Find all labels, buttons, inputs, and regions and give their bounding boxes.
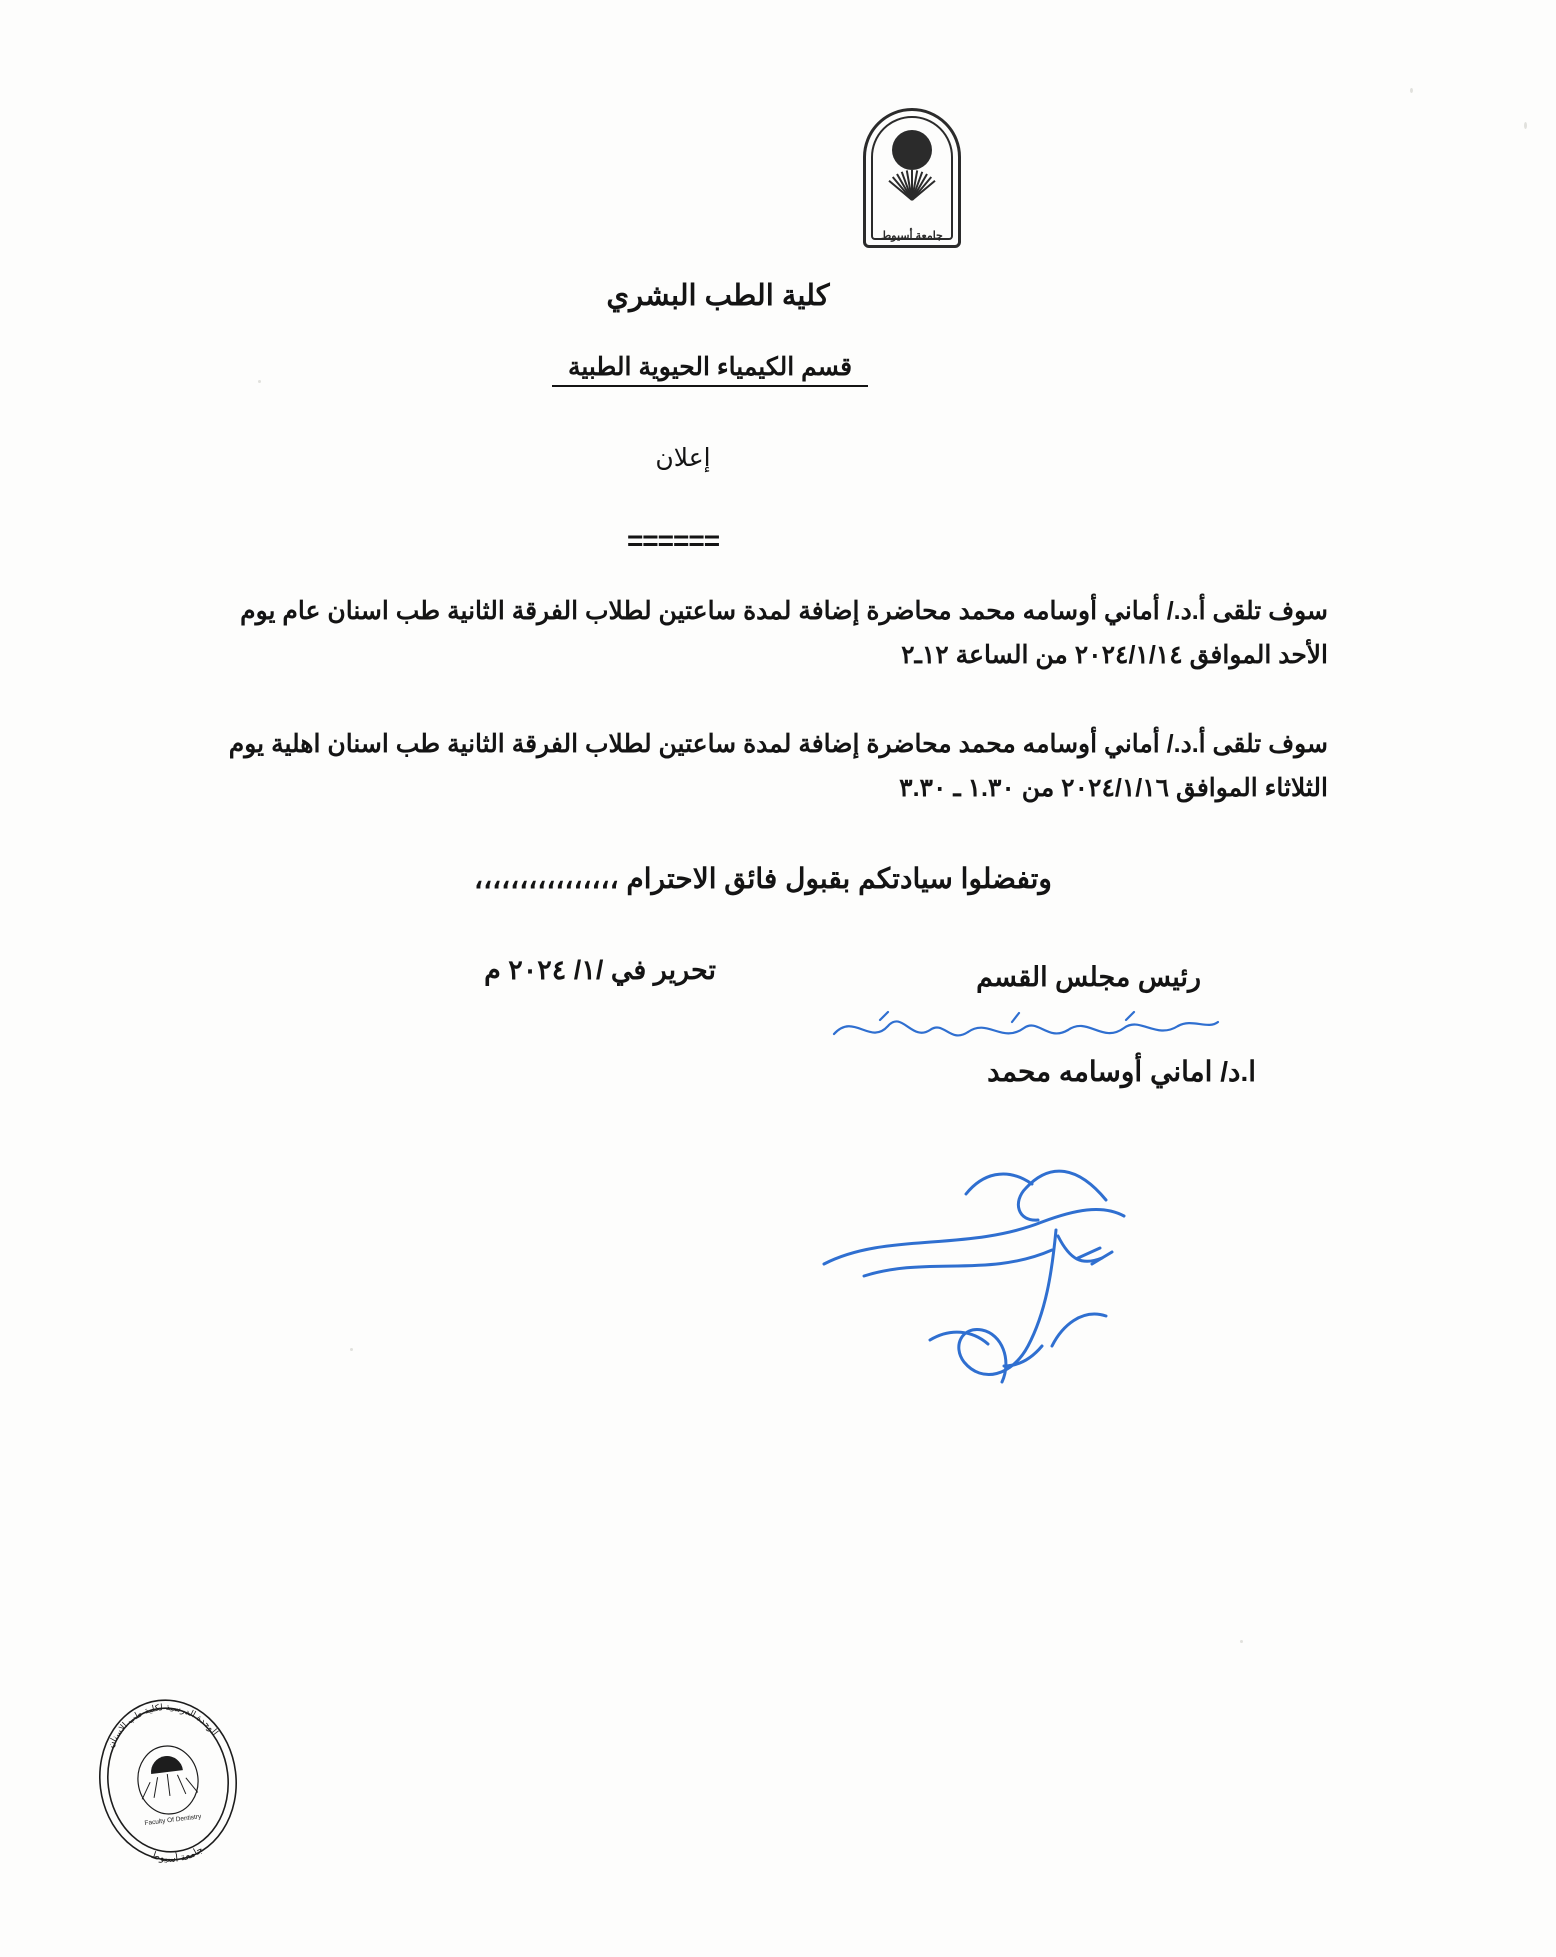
head-of-department-title: رئيس مجلس القسم <box>976 962 1201 992</box>
handwritten-name-signature-icon <box>826 1000 1226 1060</box>
faculty-title: كلية الطب البشري <box>606 280 830 312</box>
department-title <box>0 352 1420 382</box>
svg-text:Faculty Of Dentistry: Faculty Of Dentistry <box>144 1813 202 1828</box>
crest-caption: جامعة أسيوط <box>881 230 943 242</box>
date-line: تحرير في /١/ ٢٠٢٤ م <box>484 955 716 985</box>
scan-speck <box>350 1348 353 1351</box>
signature-flourish-icon <box>806 1140 1136 1450</box>
announcement-heading: إعلان <box>655 444 711 472</box>
divider: ====== <box>626 525 720 556</box>
head-of-department-name: ا.د/ اماني أوسامه محمد <box>987 1056 1256 1087</box>
scan-speck <box>1524 122 1527 129</box>
university-crest-icon <box>863 108 961 248</box>
svg-text:جامعة أسيوط: جامعة أسيوط <box>149 1844 206 1865</box>
svg-text:الوحدة الدرسية لكلية طب الاسنا: الوحدة الدرسية لكلية طب الاسنان <box>105 1702 221 1750</box>
official-seal-icon <box>78 1681 259 1879</box>
announcement-paragraph-1: سوف تلقى أ.د./ أماني أوسامه محمد محاضرة إضافة لمدة ساعتين لطلاب الفرقة الثانية طب اسنان عام يوم الأحد الموافق ٢٠٢٤/١/١٤ من الساعة ١٢ـ٢ <box>240 597 1328 669</box>
closing-line: وتفضلوا سيادتكم بقبول فائق الاحترام ،،،،،،،،،،،،،،،، <box>474 863 1052 894</box>
announcement-paragraph-2: سوف تلقى أ.د./ أماني أوسامه محمد محاضرة إضافة لمدة ساعتين لطلاب الفرقة الثانية طب اسنان اهلية يوم الثلاثاء الموافق ٢٠٢٤/١/١٦ من ١.٣٠ ـ ٣.٣٠ <box>228 730 1328 802</box>
scan-speck <box>1240 1640 1243 1643</box>
department-title-text: قسم الكيمياء الحيوية الطبية <box>552 353 868 387</box>
scan-speck <box>1410 88 1413 93</box>
